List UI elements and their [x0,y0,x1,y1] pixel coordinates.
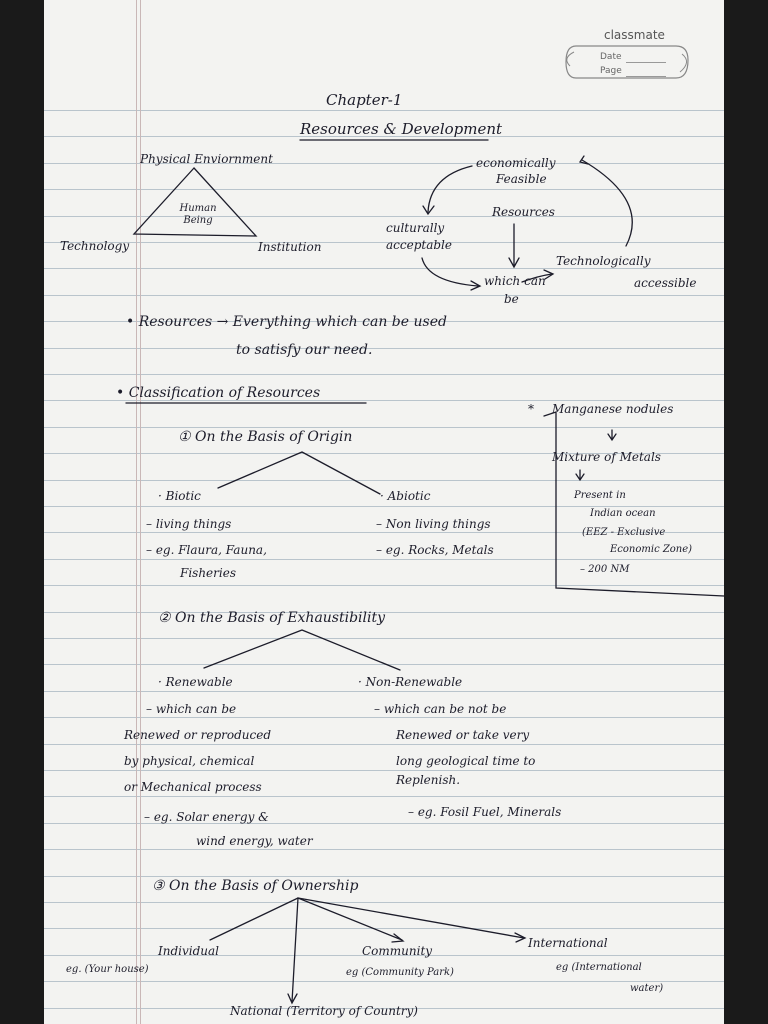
side-note-line2-2: Indian ocean [590,508,656,519]
triangle-left: Technology [60,239,130,253]
abiotic-2: – Non living things [376,517,491,531]
exhaust-heading: ② On the Basis of Exhaustibility [158,610,386,626]
cycle-left-1: culturally [386,221,445,235]
cycle-arrow-bottom-left [422,258,478,286]
biotic-4: Fisheries [180,566,236,580]
ownership-arrow-international [298,898,524,938]
cycle-right-2: accessible [634,276,697,290]
exhaust-tree [204,630,400,670]
page-label: Page [600,66,622,76]
nonrenewable-1: · Non-Renewable [358,675,463,689]
biotic-1: · Biotic [158,489,201,503]
origin-heading: ① On the Basis of Origin [178,429,353,445]
national-label: National (Territory of Country) [230,1004,418,1018]
triangle-center: Human Being [179,203,217,226]
biotic-3: – eg. Flaura, Fauna, [146,543,267,557]
cycle-bottom-1: which can [484,274,546,288]
international-label: International [528,936,608,950]
ownership-arrow-community [298,898,402,940]
renewable-6: – eg. Solar energy & [144,810,269,824]
nonrenewable-2: – which can be not be [374,702,507,716]
renewable-5: or Mechanical process [124,780,262,794]
side-note-bracket [544,412,724,596]
origin-tree [218,452,380,494]
cycle-center: Resources [492,205,555,219]
renewable-4: by physical, chemical [124,754,255,768]
abiotic-3: – eg. Rocks, Metals [376,543,494,557]
side-note-line2-1: Present in [574,490,626,501]
nonrenewable-4: long geological time to [396,754,536,768]
ownership-arrow-individual [210,898,298,940]
side-note-line2-5: – 200 NM [580,564,630,575]
definition-line-1: • Resources → Everything which can be used [126,314,447,330]
cycle-left-2: acceptable [386,238,452,252]
abiotic-1: · Abiotic [380,489,431,503]
ownership-heading: ③ On the Basis of Ownership [152,878,359,894]
side-note-line2-4: Economic Zone) [610,544,693,555]
notebook-page [44,0,724,1024]
international-eg-1: eg (International [556,962,642,973]
date-label: Date [600,52,622,62]
community-eg: eg (Community Park) [346,967,454,978]
cycle-arrow-right [582,160,632,246]
community-label: Community [362,944,433,958]
individual-label: Individual [158,944,220,958]
chapter-title: Chapter-1 [326,91,403,109]
brand-name: classmate [604,28,665,42]
individual-eg: eg. (Your house) [66,964,149,975]
ownership-arrow-national [292,898,298,1002]
cycle-arrow-left [428,166,472,212]
cycle-top-1: economically [476,156,556,170]
nonrenewable-5: Replenish. [396,773,461,787]
side-note-line1: Mixture of Metals [552,450,661,464]
nonrenewable-6: – eg. Fosil Fuel, Minerals [408,805,562,819]
definition-line-2: to satisfy our need. [236,342,373,358]
renewable-1: · Renewable [158,675,233,689]
triangle-top: Physical Enviornment [140,152,273,166]
nonrenewable-3: Renewed or take very [396,728,530,742]
chapter-subtitle: Resources & Development [300,120,503,138]
biotic-2: – living things [146,517,232,531]
triangle-right: Institution [258,240,322,254]
cycle-top-2: Feasible [496,172,547,186]
classification-heading: • Classification of Resources [116,385,321,401]
side-note-line2-3: (EEZ - Exclusive [582,527,666,538]
renewable-3: Renewed or reproduced [124,728,272,742]
side-note-star: * [528,402,534,416]
cycle-right-1: Technologically [556,254,651,268]
renewable-7: wind energy, water [196,834,313,848]
renewable-2: – which can be [146,702,237,716]
side-note-title: Manganese nodules [552,402,674,416]
cycle-bottom-2: be [504,292,519,306]
international-eg-2: water) [630,983,664,994]
